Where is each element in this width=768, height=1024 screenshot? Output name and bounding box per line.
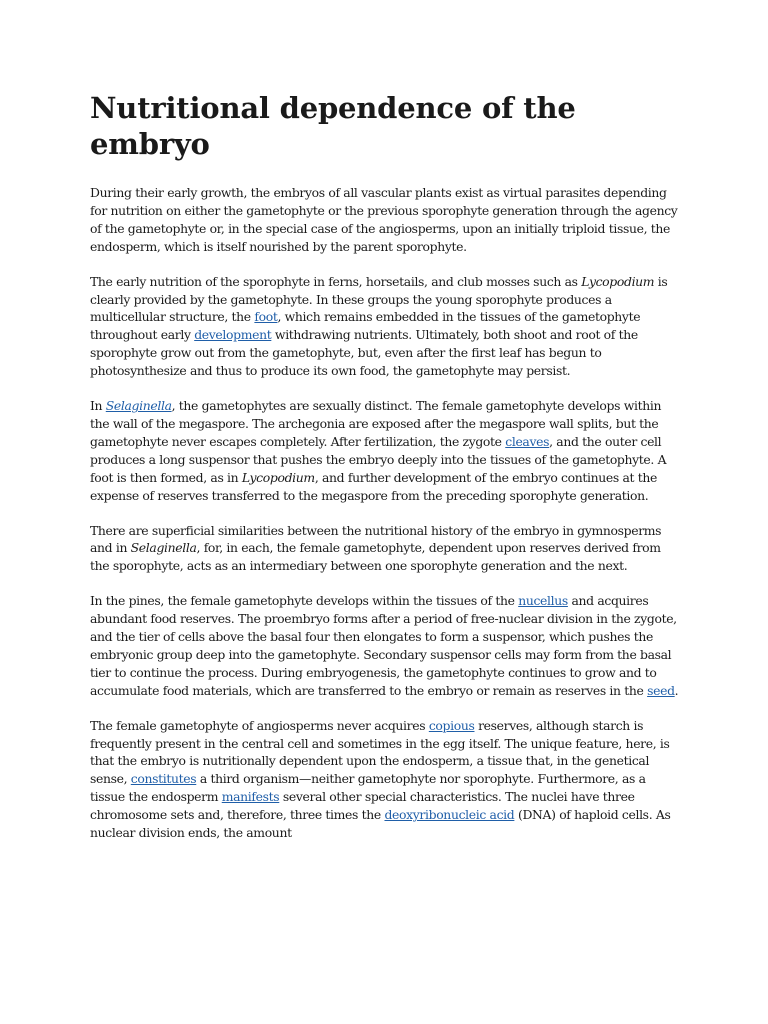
- italic-term: Lycopodium: [241, 469, 315, 485]
- text-span: The female gametophyte of angiosperms never acquires: [90, 717, 429, 733]
- text-span: and acquires abundant food reserves. The proembryo forms after a period of free-nuclear division in the zygote, and the tier of cells above the basal four then elongates to form a suspensor, which pushes the embryonic group deep into the gametophyte. Secondary suspensor cells may form from the basal tier to continue the process. During embryogenesis, the gametophyte continues to grow and to accumulate food materials, which are transferred to the embryo or remain as reserves in the: [90, 593, 677, 698]
- text-span: , the gametophytes are sexually distinct. The female gametophyte develops within the wall of the megaspore. The archegonia are exposed after the megaspore wall splits, but the gametophyte never escapes completely. After fertilization, the zygote: [90, 398, 662, 449]
- text-span: reserves, although starch is frequently present in the central cell and sometimes in the egg itself. The unique feature, here, is that the embryo is nutritionally dependent upon the endosperm, a tissue that, in the genetical sense,: [90, 717, 670, 787]
- link-constitutes[interactable]: constitutes: [130, 771, 197, 787]
- paragraph-1: During their early growth, the embryos of all vascular plants exist as virtual parasites depending for nutrition on either the gametophyte or the previous sporophyte generation through the agency of the gametophyte or, in the special case of the angiosperms, upon an initially triploid tissue, the endosperm, which is itself nourished by the parent sporophyte.: [90, 185, 678, 254]
- italic-term: Lycopodium: [581, 273, 655, 289]
- text-span: The early nutrition of the sporophyte in ferns, horsetails, and club mosses such as: [90, 273, 582, 289]
- paragraph-6: [90, 717, 680, 842]
- text-span: .: [674, 682, 679, 698]
- text-span: several other special characteristics. The nuclei have three chromosome sets and, therefore, three times the: [90, 789, 635, 823]
- article-title: Nutritional dependence of the embryo: [90, 91, 576, 161]
- link-selaginella[interactable]: [106, 398, 172, 413]
- text-span: , for, in each, the female gametophyte, dependent upon reserves derived from the sporophyte, acts as an intermediary between one sporophyte generation and the next.: [90, 540, 661, 574]
- text-span: , which remains embedded in the tissues of the gametophyte throughout early: [90, 309, 641, 343]
- paragraph-2: [90, 273, 680, 380]
- paragraph-5: [90, 592, 680, 699]
- link-nucellus[interactable]: nucellus: [518, 593, 568, 609]
- link-dna[interactable]: deoxyribonucleic acid: [384, 807, 515, 823]
- article-body: [90, 90, 680, 859]
- text-span: There are superficial similarities between the nutritional history of the embryo in gymnosperms and in: [90, 522, 662, 556]
- paragraph-3: [90, 397, 680, 504]
- text-span: (DNA) of haploid cells. As nuclear division ends, the amount: [90, 807, 671, 841]
- italic-term: Selaginella: [130, 540, 197, 556]
- text-span: In: [90, 398, 106, 414]
- link-seed[interactable]: seed: [647, 682, 675, 698]
- text-span: In the pines, the female gametophyte develops within the tissues of the: [90, 593, 519, 609]
- paragraph-4: [90, 522, 680, 576]
- link-copious[interactable]: copious: [428, 717, 475, 733]
- link-cleaves[interactable]: cleaves: [505, 433, 550, 449]
- text-span: a third organism—neither gametophyte nor sporophyte. Furthermore, as a tissue the endosperm: [90, 771, 646, 805]
- link-development[interactable]: development: [194, 327, 272, 343]
- text-span: , and further development of the embryo continues at the expense of reserves transferred to the megaspore from the preceding sporophyte generation.: [90, 469, 657, 503]
- text-span: , and the outer cell produces a long suspensor that pushes the embryo deeply into the tissues of the gametophyte. A foot is then formed, as in: [90, 433, 667, 485]
- link-manifests[interactable]: manifests: [221, 789, 280, 805]
- text-span: withdrawing nutrients. Ultimately, both shoot and root of the sporophyte grow out from the gametophyte, but, even after the first leaf has begun to photosynthesize and thus to produce its own food, the gametophyte may persist.: [90, 327, 638, 379]
- link-foot[interactable]: foot: [254, 309, 278, 325]
- italic-link-text: Selaginella: [105, 398, 172, 414]
- text-span: is clearly provided by the gametophyte. In these groups the young sporophyte produces a multicellular structure, the: [90, 273, 668, 325]
